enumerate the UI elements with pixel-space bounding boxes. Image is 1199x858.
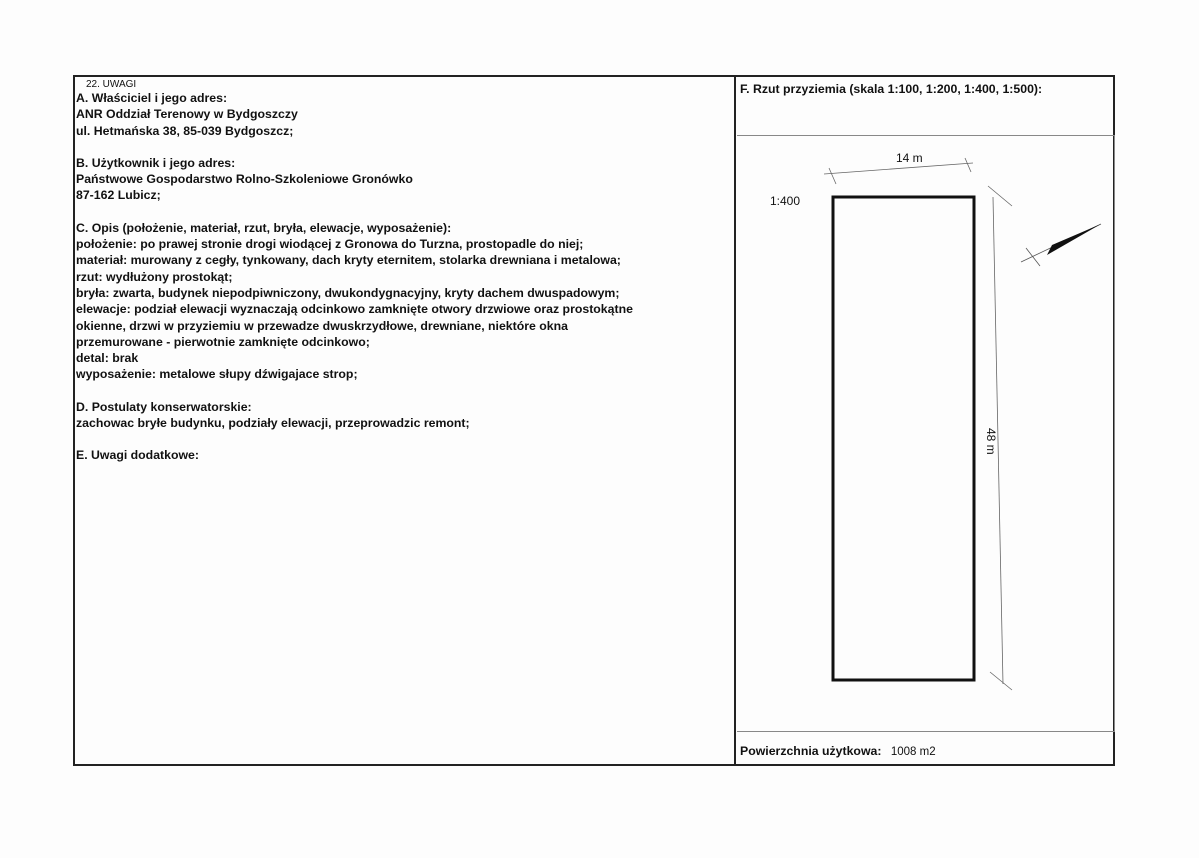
owner-heading: A. Właściciel i jego adres: xyxy=(76,91,228,105)
usable-area-value: 1008 m2 xyxy=(890,746,936,758)
conservation-line: zachowac bryłe budynku, podziały elewacji, przeprowadzic remont; xyxy=(76,416,470,431)
user-line: Państwowe Gospodarstwo Rolno-Szkoleniowe Gronówko xyxy=(76,172,413,187)
plan-title: F. Rzut przyziemia (skala 1:100, 1:200, 1:400, 1:500): xyxy=(740,82,1043,96)
description-line: elewacje: podział elewacji wyznaczają odcinkowo zamknięte otwory drzwiowe oraz prostokątne xyxy=(76,302,633,317)
description-line: przemurowane - pierwotnie zamknięte odcinkowo; xyxy=(76,334,370,349)
description-line: położenie: po prawej stronie drogi wiodącej z Gronowa do Turzna, prostopadle do niej; xyxy=(76,237,584,252)
north-arrow-icon xyxy=(1021,224,1101,266)
additional-heading: E. Uwagi dodatkowe: xyxy=(76,448,199,463)
usable-area xyxy=(740,744,936,758)
description-line: wyposażenie: metalowe słupy dźwigajace strop; xyxy=(76,367,358,382)
width-label: 14 m xyxy=(896,151,923,165)
conservation-heading: D. Postulaty konserwatorskie: xyxy=(76,399,252,414)
scale-label: 1:400 xyxy=(770,194,801,208)
description-line: bryła: zwarta, budynek niepodpiwniczony, dwukondygnacyjny, kryty dachem dwuspadowym; xyxy=(76,285,620,300)
description-line: materiał: murowany z cegły, tynkowany, dach kryty eternitem, stolarka drewniana i metalowa; xyxy=(76,253,621,268)
description-line: detal: brak xyxy=(76,351,139,366)
building-outline xyxy=(833,197,974,680)
user-heading: B. Użytkownik i jego adres: xyxy=(76,155,236,170)
user-line: 87-162 Lubicz; xyxy=(76,188,161,203)
usable-area-label: Powierzchnia użytkowa: xyxy=(740,744,882,758)
length-label: 48 m xyxy=(984,428,998,455)
section-number: 22. UWAGI xyxy=(86,79,137,90)
description-line: okienne, drzwi w przyziemiu w przewadze dwuskrzydłowe, drewniane, niektóre okna xyxy=(76,318,568,333)
owner-line: ANR Oddział Terenowy w Bydgoszczy xyxy=(76,107,298,122)
description-line: rzut: wydłużony prostokąt; xyxy=(76,269,233,284)
owner-line: ul. Hetmańska 38, 85-039 Bydgoszcz; xyxy=(76,123,294,138)
description-heading: C. Opis (położenie, materiał, rzut, bryła, elewacje, wyposażenie): xyxy=(76,220,452,235)
